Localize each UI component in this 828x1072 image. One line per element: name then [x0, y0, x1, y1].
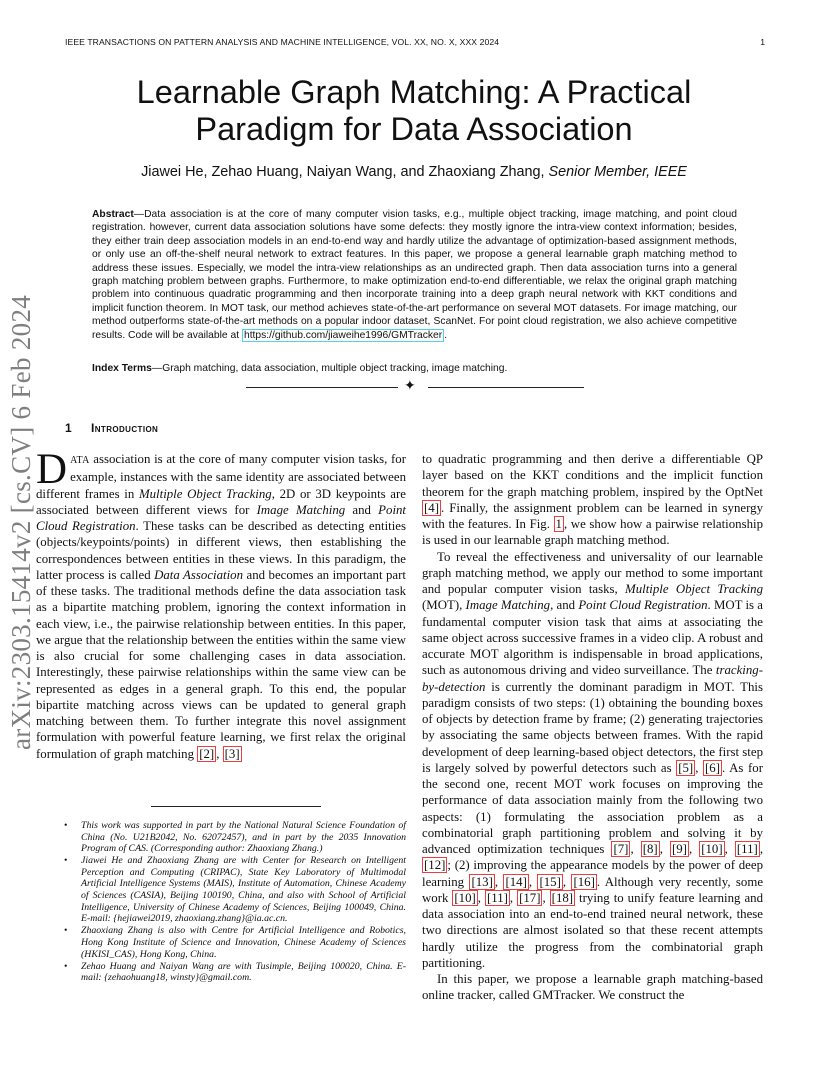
abstract-label: Abstract: [92, 209, 134, 220]
index-terms-label: Index Terms: [92, 363, 152, 374]
text-run: ,: [509, 890, 518, 905]
text-run: and: [345, 502, 379, 517]
emph-text: Multiple Object Tracking: [625, 582, 764, 596]
index-terms: [92, 362, 737, 375]
footnote-item: [64, 855, 406, 925]
text-run: ,: [695, 760, 704, 775]
citation-link[interactable]: [11]: [736, 842, 758, 856]
code-link[interactable]: https://github.com/jiaweihe1996/GMTracker: [243, 329, 443, 341]
emph-text: tracking-by-detection: [422, 663, 763, 694]
intro-paragraph-3: In this paper, we propose a learnable graph matching-based online tracker, called GMTracker. We construct the: [422, 972, 763, 1003]
authors-names: Jiawei He, Zehao Huang, Naiyan Wang, and Zhaoxiang Zhang,: [141, 164, 545, 180]
text-run: ,: [477, 890, 485, 905]
citation-link[interactable]: [14]: [505, 874, 527, 889]
citation-link[interactable]: [11]: [486, 890, 508, 905]
arxiv-stamp: arXiv:2303.15414v2 [cs.CV] 6 Feb 2024: [6, 294, 36, 750]
text-run: To reveal the effectiveness and universality of our learnable graph matching method, we apply our method to some important and popular computer vision tasks,: [422, 549, 763, 596]
citation-link[interactable]: [12]: [424, 858, 446, 873]
bullet-icon: •: [64, 820, 68, 831]
author-list: [80, 164, 748, 180]
citation-link[interactable]: [13]: [471, 874, 493, 889]
emph-text: Image Matching: [256, 502, 346, 517]
citation-link[interactable]: [3]: [224, 746, 240, 761]
separator-line-left: [246, 387, 398, 388]
text-run: ,: [216, 746, 223, 761]
text-run: ,: [759, 842, 764, 856]
text-run: . Finally, the assignment problem can be learned in synergy with the features. In Fig.: [422, 500, 763, 531]
emph-text: Data Association: [154, 567, 243, 582]
citation-link[interactable]: [7]: [613, 842, 629, 856]
citation-link[interactable]: [4]: [424, 500, 439, 515]
text-run: , we show how a pairwise relationship is used in our learnable graph matching method.: [422, 517, 763, 548]
abstract-end: .: [444, 329, 448, 341]
small-caps-word: ATA: [70, 455, 90, 466]
text-run: . As for the second one, recent MOT work focuses on improving the performance of data association mainly from the following two aspects: (1) formulating the association problem as a combinatorial graph partitioning problem and solving it by advanced optimization techniques: [422, 760, 763, 856]
text-run: , 2D or 3D keypoints are associated between different views for: [36, 486, 406, 517]
intro-paragraph-2: [422, 549, 763, 972]
title-line-1: Learnable Graph Matching: A Practical: [136, 74, 692, 110]
citation-link[interactable]: [8]: [642, 842, 658, 856]
footnote-text: This work was supported in part by the National Natural Science Foundation of China (No. U21B2042, No. 62072457), and in part by the 2035 Innovation Program of CAS. (Corresponding author: Zhaoxiang Zhang.): [81, 820, 406, 855]
section-title: Introduction: [91, 421, 159, 435]
text-run: is currently the dominant paradigm in MOT. This paradigm consists of two steps: (1) obtaining the bounding boxes of objects by detection frame by frame; (2) generating trajectories by associating the same objects between frames. With the rapid development of deep learning-based object detectors, the first step is largely solved by powerful detectors such as: [422, 679, 763, 775]
footnote-item: [64, 820, 406, 855]
text-run: . MOT is a fundamental computer vision task that aims at associating the same object across successive frames in a video clip. A robust and accurate MOT algorithm is indispensable in broad applications, such as autonomous driving and video surveillance. The: [422, 598, 763, 678]
footnote-text: Zhaoxiang Zhang is also with Centre for Artificial Intelligence and Robotics, Hong Kong Institute of Science and Innovation, Chinese Academy of Sciences (HKISI_CAS), Hong Kong, China.: [81, 925, 406, 960]
footnotes: [64, 820, 406, 984]
text-run: ,: [528, 874, 538, 889]
title-line-2: Paradigm for Data Association: [195, 111, 633, 147]
section-separator: [246, 380, 584, 394]
text-run: ,: [688, 842, 700, 856]
footnote-item: [64, 925, 406, 960]
bullet-icon: •: [64, 960, 68, 972]
text-run: trying to unify feature learning and data association into an end-to-end trained neural network, these two directions are almost isolated so that these recent attempts hardly utilize the progress from the combinatorial graph partitioning.: [422, 890, 763, 970]
footnote-text: Jiawei He and Zhaoxiang Zhang are with Center for Research on Intelligent Perception and Computing (CRIPAC), State Key Laboratory of Multimodal Artificial Intelligence Systems (MAIS), Institute of Automation, Chinese Academy of Sciences (CASIA), Beijing 100190, China, and also with School of Artificial Intelligence, University of Chinese Academy of Sciences, Beijing 100049, China. E-mail: {hejiawei2019, zhaoxiang.zhang}@ia.ac.cn.: [81, 855, 406, 925]
text-run: association is at the core of many computer vision tasks, for example, instances with the same identity are associated between different frames in: [36, 452, 406, 501]
text-run: ,: [724, 842, 735, 856]
footnote-rule: [151, 806, 321, 807]
text-run: ,: [562, 874, 572, 889]
text-run: ; (2) improving the appearance models by the power of deep learning: [422, 858, 763, 889]
citation-link[interactable]: [6]: [705, 760, 721, 775]
section-number: 1: [65, 421, 73, 435]
separator-diamond-icon: ✦: [404, 379, 416, 394]
footnote-item: [64, 961, 406, 984]
text-run: ,: [630, 842, 641, 856]
emph-text: Image Matching: [465, 598, 551, 613]
left-column: [36, 446, 406, 762]
citation-link[interactable]: [9]: [671, 842, 687, 856]
bullet-icon: •: [64, 925, 68, 937]
citation-link[interactable]: [2]: [199, 746, 215, 761]
text-run: . Although very recently, some work: [422, 874, 764, 905]
citation-link[interactable]: [18]: [551, 890, 574, 905]
page-number: 1: [760, 37, 765, 47]
intro-paragraph-1-cont: [422, 451, 763, 549]
emph-text: Multiple Object Tracking: [138, 486, 272, 501]
text-run: , and: [550, 598, 579, 613]
text-run: and becomes an important part of these tasks. The traditional methods define the data association task as a bipartite matching problem, ignoring the context information in each view, i.e., the pairwise relationship between entities. In this paper, we argue that the relationship between the entities within the same view is also crucial for some challenging cases in data association. Interestingly, these pairwise relationships within the same view can be represented as edges in a general graph. To this end, the popular bipartite matching across views can be updated to general graph matching between them. To further integrate this novel assignment formulation with powerful feature learning, we first relax the original formulation of graph matching: [36, 567, 406, 761]
abstract: [92, 208, 737, 342]
text-run: . These tasks can be described as detecting entities (objects/keypoints/points) in different views, then establishing the correspondences between entities in these views. In this paradigm, the latter process is called: [36, 519, 406, 582]
section-heading: [65, 421, 158, 435]
citation-link[interactable]: [10]: [701, 842, 723, 856]
citation-link[interactable]: [5]: [678, 760, 694, 775]
abstract-text: —Data association is at the core of many computer vision tasks, e.g., multiple object tracking, image matching, and point cloud registration. however, current data association solutions have some defects: they mostly ignore the intra-view context information; besides, they either train deep association models in an end-to-end way and hardly utilize the advantage of optimization-based assignment methods, or only use an off-the-shelf neural network to extract features. In this paper, we propose a general learnable graph matching method to address these issues. Especially, we model the intra-view relationships as an undirected graph. Then data association turns into a general graph matching problem between graphs. Furthermore, to make optimization end-to-end differentiable, we relax the original graph matching problem into continuous quadratic programming and then incorporate training into a deep graph neural network with KKT conditions and implicit function theorem. In MOT task, our method achieves state-of-the-art performance on several MOT datasets. For image matching, our method outperforms state-of-the-art methods on a popular indoor dataset, ScanNet. For point cloud registration, we also achieve competitive results. Code will be available at: [92, 209, 737, 341]
text-run: (MOT),: [422, 598, 466, 613]
citation-link[interactable]: [17]: [519, 890, 541, 905]
citation-link[interactable]: [10]: [454, 890, 476, 905]
drop-cap: D: [36, 446, 68, 493]
citation-link[interactable]: [15]: [539, 874, 561, 889]
paper-title: [80, 74, 748, 148]
text-run: ,: [494, 874, 504, 889]
intro-paragraph-1: [36, 446, 406, 762]
text-run: ,: [659, 842, 670, 856]
running-header: IEEE TRANSACTIONS ON PATTERN ANALYSIS AND MACHINE INTELLIGENCE, VOL. XX, NO. X, XXX 2024: [65, 37, 500, 47]
index-terms-text: —Graph matching, data association, multiple object tracking, image matching.: [151, 363, 508, 374]
figure-link[interactable]: 1: [555, 517, 562, 531]
right-column: [422, 451, 763, 1004]
footnote-text: Zehao Huang and Naiyan Wang are with Tusimple, Beijing 100020, China. E-mail: {zehaohuang18, winsty}@gmail.com.: [81, 960, 406, 984]
citation-link[interactable]: [16]: [573, 874, 595, 889]
author-membership: Senior Member, IEEE: [548, 164, 687, 180]
text-run: to quadratic programming and then derive a differentiable QP layer based on the KKT conditions and the implicit function theorem for the graph matching problem, inspired by the OptNet: [422, 452, 763, 499]
separator-line-right: [428, 387, 584, 388]
emph-text: Point Cloud Registration: [36, 502, 406, 533]
emph-text: Point Cloud Registration: [578, 598, 708, 613]
text-run: ,: [542, 890, 550, 905]
bullet-icon: •: [64, 855, 68, 867]
